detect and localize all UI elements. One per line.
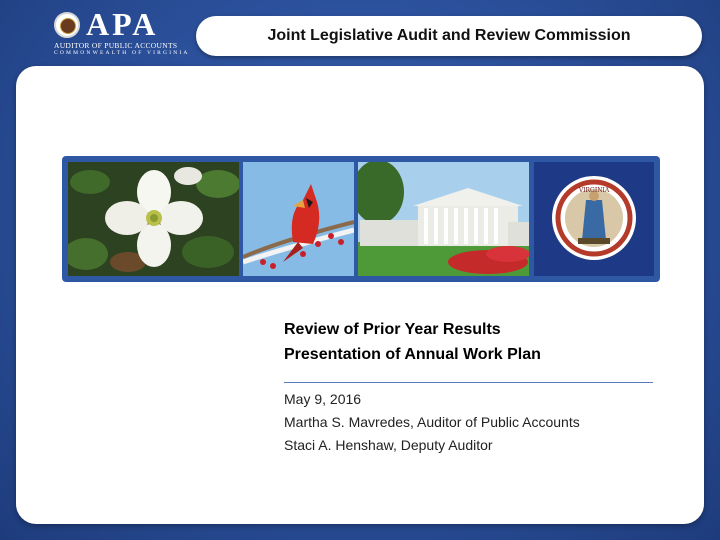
photo-strip	[62, 156, 660, 282]
seal-text: VIRGINIA	[578, 187, 610, 194]
presentation-date: May 9, 2016	[284, 391, 362, 407]
dogwood-flower-photo	[68, 162, 239, 276]
logo-acronym: APA	[86, 6, 159, 42]
header-title: Joint Legislative Audit and Review Commission	[267, 27, 631, 44]
logo-subtitle: AUDITOR OF PUBLIC ACCOUNTS	[54, 41, 178, 50]
presentation-title	[284, 317, 664, 367]
cardinal-bird-photo	[243, 162, 354, 276]
divider-line	[284, 382, 653, 383]
virginia-capitol-photo	[358, 162, 529, 276]
presenter-1: Martha S. Mavredes, Auditor of Public Accounts	[284, 414, 580, 430]
virginia-seal-photo	[534, 162, 654, 276]
apa-logo	[52, 6, 190, 56]
virginia-seal-icon	[54, 12, 80, 38]
title-line-1: Review of Prior Year Results	[284, 321, 501, 338]
presentation-info	[284, 388, 684, 457]
header-banner	[196, 16, 702, 56]
logo-subtitle-state: COMMONWEALTH OF VIRGINIA	[54, 50, 190, 56]
title-line-2: Presentation of Annual Work Plan	[284, 346, 541, 363]
presenter-2: Staci A. Henshaw, Deputy Auditor	[284, 437, 493, 453]
